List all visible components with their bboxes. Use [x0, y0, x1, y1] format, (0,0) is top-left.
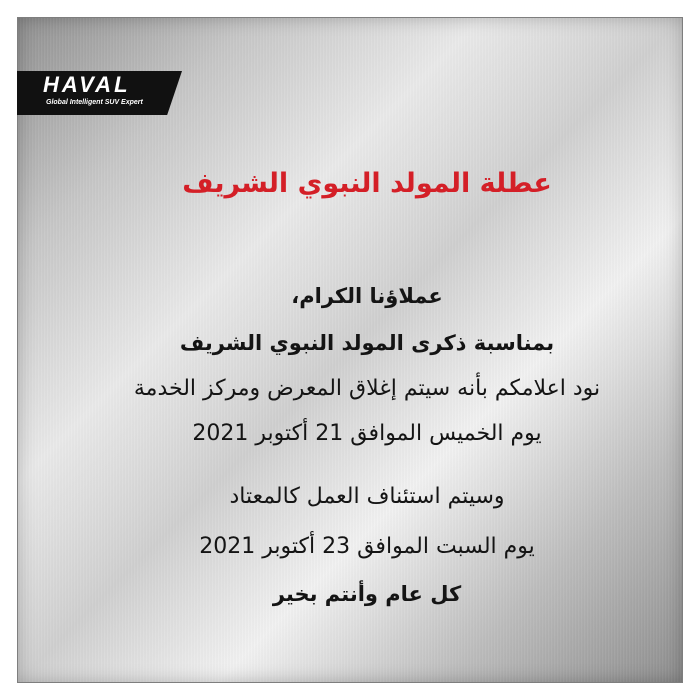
haval-logo-text: HAVAL	[43, 73, 131, 97]
haval-logo	[43, 73, 155, 97]
closing-greeting: كل عام وأنتم بخير	[272, 582, 462, 606]
notice-title: عطلة المولد النبوي الشريف	[182, 168, 552, 199]
closure-line: نود اعلامكم بأنه سيتم إغلاق المعرض ومركز الخدمة	[133, 376, 601, 401]
resume-line: وسيتم استئناف العمل كالمعتاد	[229, 484, 505, 509]
occasion-line: بمناسبة ذكرى المولد النبوي الشريف	[179, 331, 555, 355]
brand-tagline: Global Intelligent SUV Expert	[46, 99, 143, 106]
closure-date: يوم الخميس الموافق 21 أكتوبر 2021	[192, 421, 542, 446]
greeting: عملاؤنا الكرام،	[291, 284, 443, 308]
resume-date: يوم السبت الموافق 23 أكتوبر 2021	[199, 534, 535, 559]
brushed-metal-plate	[17, 17, 683, 683]
